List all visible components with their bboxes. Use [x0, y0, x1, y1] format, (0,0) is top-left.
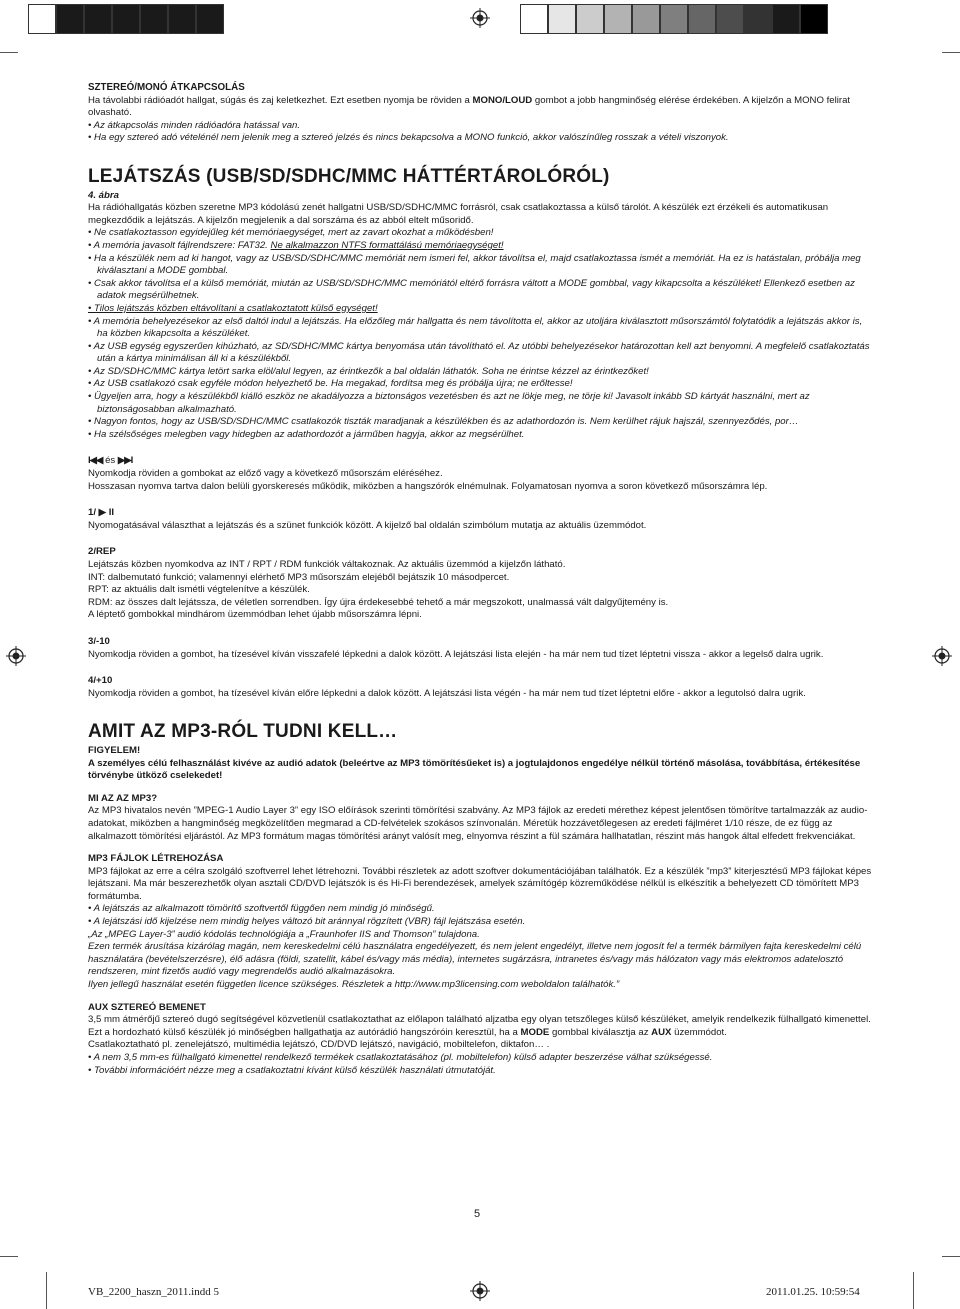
text-line: A léptető gombokkal mindhárom üzemmódban lehet újabb műsorszámra lépni.: [88, 609, 422, 621]
play-pause-heading: 1/ ▶ II: [88, 507, 115, 519]
warning-text: A személyes célú felhasználást kivéve az audió adatok (beleértve az MP3 tömörítésűeket is) a jogtulajdonos engedélye nélkül történő másolása, továbbítása, értékesítése törvénybe ütköző cselekedet!: [88, 757, 861, 782]
bullet: • Az USB egység egyszerűen kihúzható, az SD/SDHC/MMC kártya benyomása után távolítható el. Az utóbbi behelyezésekor határozottan kell azt benyomni. A megfelelő csatlakoztatás után a kártya minimálisan áll ki a készülékből.: [88, 340, 870, 365]
text-line: Lejátszás közben nyomkodva az INT / RPT / RDM funkciók váltakoznak. Az aktuális üzemmód a kijelzőn látható.: [88, 559, 566, 570]
text-line: Nyomkodja röviden a gombot, ha tízesével kíván visszafelé lépkedni a dalok között. A lejátszási lista elején - ha már nem tud tízet léptetni vissza - akkor a legelső dalra ugrik.: [88, 648, 824, 660]
grey-swatch: [548, 4, 576, 34]
grey-swatch: [576, 4, 604, 34]
bullet: • Az átkapcsolás minden rádióadóra hatással van.: [88, 119, 301, 131]
text: 3,5 mm átmérőjű sztereó dugó segítségével közvetlenül csatlakoztathat az előlapon található aljzatba egy olyan tetszőleges külső készüléket, amelyik rendelkezik fülhallgató kimenettel. Ezt a hordozható külső készülék jó minőségben hallgathatja az autórádió hangszóróin keresztül, ha a: [88, 1014, 871, 1038]
bullet: • Az USB csatlakozó csak egyféle módon helyezhető be. Ha megakad, fordítsa meg és próbálja újra; ne erőltesse!: [88, 378, 573, 390]
grey-swatch: [772, 4, 800, 34]
bullet: • Nagyon fontos, hogy az USB/SD/SDHC/MMC csatlakozók tiszták maradjanak a készülékben és az adathordozón is. Nem kerülhet rájuk hajszál, szennyeződés, por…: [88, 416, 799, 428]
plus10-heading: 4/+10: [88, 675, 113, 687]
grey-swatch: [660, 4, 688, 34]
text-line: Nyomkodja röviden a gombokat az előző vagy a következő műsorszám eléréséhez.: [88, 468, 443, 480]
section-heading-mp3: AMIT AZ MP3-RÓL TUDNI KELL…: [88, 721, 398, 743]
crop-mark-icon: [46, 1272, 47, 1309]
bullet: • A lejátszási idő kijelzése nem mindig helyes változó bit aránnyal rögzített (VBR) fájl lejátszása esetén.: [88, 916, 526, 928]
bullet: • Ha szélsőséges melegben vagy hidegben az adathordozót a járműben hagyja, akkor az megsérülhet.: [88, 428, 525, 440]
bullet: • A lejátszás az alkalmazott tömörítő szoftvertől függően nem mindig jó minőségű.: [88, 903, 435, 915]
bullet: • Az SD/SDHC/MMC kártya letört sarka elöl/alul legyen, az érintkezők a bal oldalán láthatók. Soha ne érintse kézzel az érintkezőket!: [88, 365, 649, 377]
bullet: • Ha egy sztereó adó vételénél nem jelenik meg a sztereó jelzés és nincs bekapcsolva a MONO funkció, akkor valószínűleg rosszak a vételi viszonyok.: [88, 132, 729, 144]
registration-mark-icon: [470, 8, 490, 28]
registration-mark-icon: [6, 646, 26, 666]
crop-mark-icon: [0, 1256, 18, 1257]
text: • A memória javasolt fájlrendszere: FAT32.: [88, 239, 271, 251]
text-paragraph: MP3 fájlokat az erre a célra szolgáló szoftverrel lehet létrehozni. További részletek az adott szoftver dokumentációjában találhatók. Ez a készülék ”mp3” kiterjesztésű MP3 fájlokat képes lejátszani. Ma már beszerezhetők olyan asztali CD/DVD lejátszók is és Hi-Fi berendezések, amelyek számítógép közreműködése nélkül is elkészítik a behelyezett CD tömörített MP3 formátumba.: [88, 865, 872, 902]
grey-swatch: [800, 4, 828, 34]
color-swatch: [140, 4, 168, 34]
section-heading-playback: LEJÁTSZÁS (USB/SD/SDHC/MMC HÁTTÉRTÁROLÓRÓL): [88, 165, 610, 187]
mode-name: AUX: [651, 1026, 672, 1038]
color-swatch: [56, 4, 84, 34]
text: gombbal kiválasztja az: [549, 1026, 652, 1038]
text-line: RPT: az aktuális dalt ismétli végtelenítve a készülék.: [88, 584, 310, 596]
aux-paragraph: [88, 1014, 872, 1039]
text: Ha távolabbi rádióadót hallgat, súgás és zaj keletkezhet. Ezt esetben nyomja be röviden a: [88, 94, 473, 106]
button-name: MONO/LOUD: [472, 94, 533, 106]
text: és: [102, 455, 118, 467]
grey-bar: [520, 4, 828, 34]
warning-text: Ne alkalmazzon NTFS formattálású memóriaegységet!: [270, 239, 504, 251]
text-line: Nyomkodja röviden a gombot, ha tízesével kíván előre lépkedni a dalok között. A lejátszási lista végén - ha már nem tud tízet léptetni előre - akkor a legutolsó dalra ugrik.: [88, 687, 806, 699]
text-line: Csatlakoztatható pl. zenelejátszó, multimédia lejátszó, CD/DVD lejátszó, navigáció, mobiltelefon, diktafon… .: [88, 1039, 550, 1051]
color-swatch: [28, 4, 56, 34]
crop-mark-icon: [0, 52, 18, 53]
registration-mark-icon: [470, 1281, 490, 1301]
footer-timestamp: 2011.01.25. 10:59:54: [766, 1286, 860, 1298]
grey-swatch: [716, 4, 744, 34]
playback-paragraph: Ha rádióhallgatás közben szeretne MP3 kódolású zenét hallgatni USB/SD/SDHC/MMC forrásról, csak csatlakoztassa a külső tárolót. A készülék ezt érzékeli és automatikusan megkezdődik a lejátszás. A kijelzőn megjelenik a dal sorszáma és az abból eltelt műsoridő.: [88, 202, 829, 226]
grey-swatch: [520, 4, 548, 34]
crop-mark-icon: [942, 1256, 960, 1257]
grey-swatch: [632, 4, 660, 34]
crop-mark-icon: [913, 1272, 914, 1309]
footer-filename: VB_2200_haszn_2011.indd 5: [88, 1286, 219, 1298]
text-line: RDM: az összes dalt lejátssza, de véletlen sorrendben. Így újra érdekesebbé tehető a már megszokott, unalmassá vált dalgyűjtemény is.: [88, 596, 669, 608]
text-line: Ilyen jellegű használat esetén független licence szükséges. Részletek a http://www.mp3licensing.com weboldalon találhatók.”: [88, 979, 620, 991]
text-paragraph: Ezen termék árusítása kizárólag magán, nem kereskedelmi célú használatra engedélyezett, és nem jelent engedélyt, illetve nem jogosít fel a termék bármilyen fajta kereskedelmi célú használatára (bevételszerzésre), élő adásra (földi, szatellit, kábel és/vagy más média), internetes sugárzásra, intranetes és/vagy más hálózaton vagy más elektromos adatelosztó rendszeren, mint fizetős audió vagy megrendelős audió alkalmazásokra.: [88, 941, 862, 978]
bullet: • További információért nézze meg a csatlakoztatni kívánt külső készülék használati útmutatóját.: [88, 1064, 496, 1076]
figure-reference: 4. ábra: [88, 189, 119, 201]
bullet: [88, 240, 872, 253]
what-is-mp3-heading: MI AZ AZ MP3?: [88, 792, 158, 804]
registration-mark-icon: [932, 646, 952, 666]
grey-swatch: [604, 4, 632, 34]
page-content: [88, 82, 872, 1077]
skip-next-icon: ▶▶I: [117, 455, 133, 467]
bullet: • Tilos lejátszás közben eltávolítani a csatlakoztatott külső egységet!: [88, 302, 378, 314]
color-swatch: [84, 4, 112, 34]
create-mp3-heading: MP3 FÁJLOK LÉTREHOZÁSA: [88, 853, 224, 865]
bullet: • A nem 3,5 mm-es fülhallgató kimenettel rendelkező termékek csatlakoztatásához (pl. mobiltelefon) külső adapter beszerzése válhat szükségessé.: [88, 1052, 713, 1063]
text-line: Nyomogatásával választhat a lejátszás és a szünet funkciók között. A kijelző bal oldalán szimbólum mutatja az aktuális üzemmódot.: [88, 519, 647, 531]
bullet: • A memória behelyezésekor az első daltól indul a lejátszás. Ha előzőleg már hallgatta és nem távolította el, akkor az utoljára kiválasztott műsorszámtól folytatódik a lejátszás akkor is, ha közben kikapcsolta a készüléket.: [88, 315, 863, 340]
crop-mark-icon: [942, 52, 960, 53]
text-line: Hosszasan nyomva tartva dalon belüli gyorskeresés működik, miközben a hangszórók elnémulnak. Folyamatosan nyomva a soron következő műsorszámra lép.: [88, 480, 768, 492]
text-paragraph: Az MP3 hivatalos nevén ”MPEG-1 Audio Layer 3” egy ISO előírások szerinti tömörítési szabvány. Az MP3 fájlok az eredeti mérethez képest jelentősen tömörítve tartalmazzák az audio-adatokat, miközben a hangminőség megközelítően megmarad a CD-felvételek szokásos színvonalán. Méretük hozzávetőlegesen az eredeti fájlméret 1/10 része, de ez függ az alkalmazott tömörítési eljárástól. Az MP3 formátum magas tömörítési arányt valósít meg, elnyomva részint a fül számára hallhatatlan, részint más hangok által elfedett frekvenciákat.: [88, 805, 868, 842]
color-swatch: [168, 4, 196, 34]
grey-swatch: [744, 4, 772, 34]
minus10-heading: 3/-10: [88, 635, 110, 647]
bullet: • Ne csatlakoztasson egyidejűleg két memóriaegységet, mert az zavart okozhat a működésben!: [88, 227, 494, 239]
warning-heading: FIGYELEM!: [88, 744, 141, 756]
bullet: • Csak akkor távolítsa el a külső memóriát, miután az USB/SD/SDHC/MMC memóriától eltérő forrásra váltott a MODE gombbal, vagy kikapcsolta a készüléket! Ellenkező esetben az adatok megsérülhetnek.: [88, 277, 855, 302]
rep-heading: 2/REP: [88, 546, 116, 558]
text: üzemmódot.: [671, 1026, 727, 1038]
text: gombot a jobb hangminőség elérése érdekében. A kijelzőn a MONO felirat olvasható.: [88, 94, 851, 119]
color-swatch: [112, 4, 140, 34]
color-bar: [28, 4, 224, 34]
color-swatch: [196, 4, 224, 34]
section-heading-stereo: SZTEREÓ/MONÓ ÁTKAPCSOLÁS: [88, 82, 245, 93]
skip-heading: [88, 455, 872, 468]
text-line: „Az „MPEG Layer-3” audió kódolás technológiája a „Fraunhofer IIS and Thomson” tulajdona.: [88, 928, 480, 940]
button-name: MODE: [520, 1026, 550, 1038]
skip-prev-icon: I◀◀: [88, 455, 103, 467]
bullet: • Ha a készülék nem ad ki hangot, vagy az USB/SD/SDHC/MMC memóriát nem ismeri fel, akkor távolítsa el, majd csatlakoztassa ismét a memóriát. Ha ez is hatástalan, próbálja meg kiválasztani a MODE gombbal.: [88, 252, 861, 277]
grey-swatch: [688, 4, 716, 34]
text-line: INT: dalbemutató funkció; valamennyi elérhető MP3 műsorszám elejéből bejátszik 10 másodpercet.: [88, 571, 510, 583]
page-number: 5: [474, 1208, 481, 1220]
aux-heading: AUX SZTEREÓ BEMENET: [88, 1001, 206, 1013]
bullet: • Ügyeljen arra, hogy a készülékből kiálló eszköz ne akadályozza a biztonságos vezetésben és azt ne lökje meg, ne törje ki! Javasolt inkább SD kártyát használni, mert az biztonságosabban alkalmazható.: [88, 391, 810, 415]
stereo-paragraph: [88, 95, 872, 120]
